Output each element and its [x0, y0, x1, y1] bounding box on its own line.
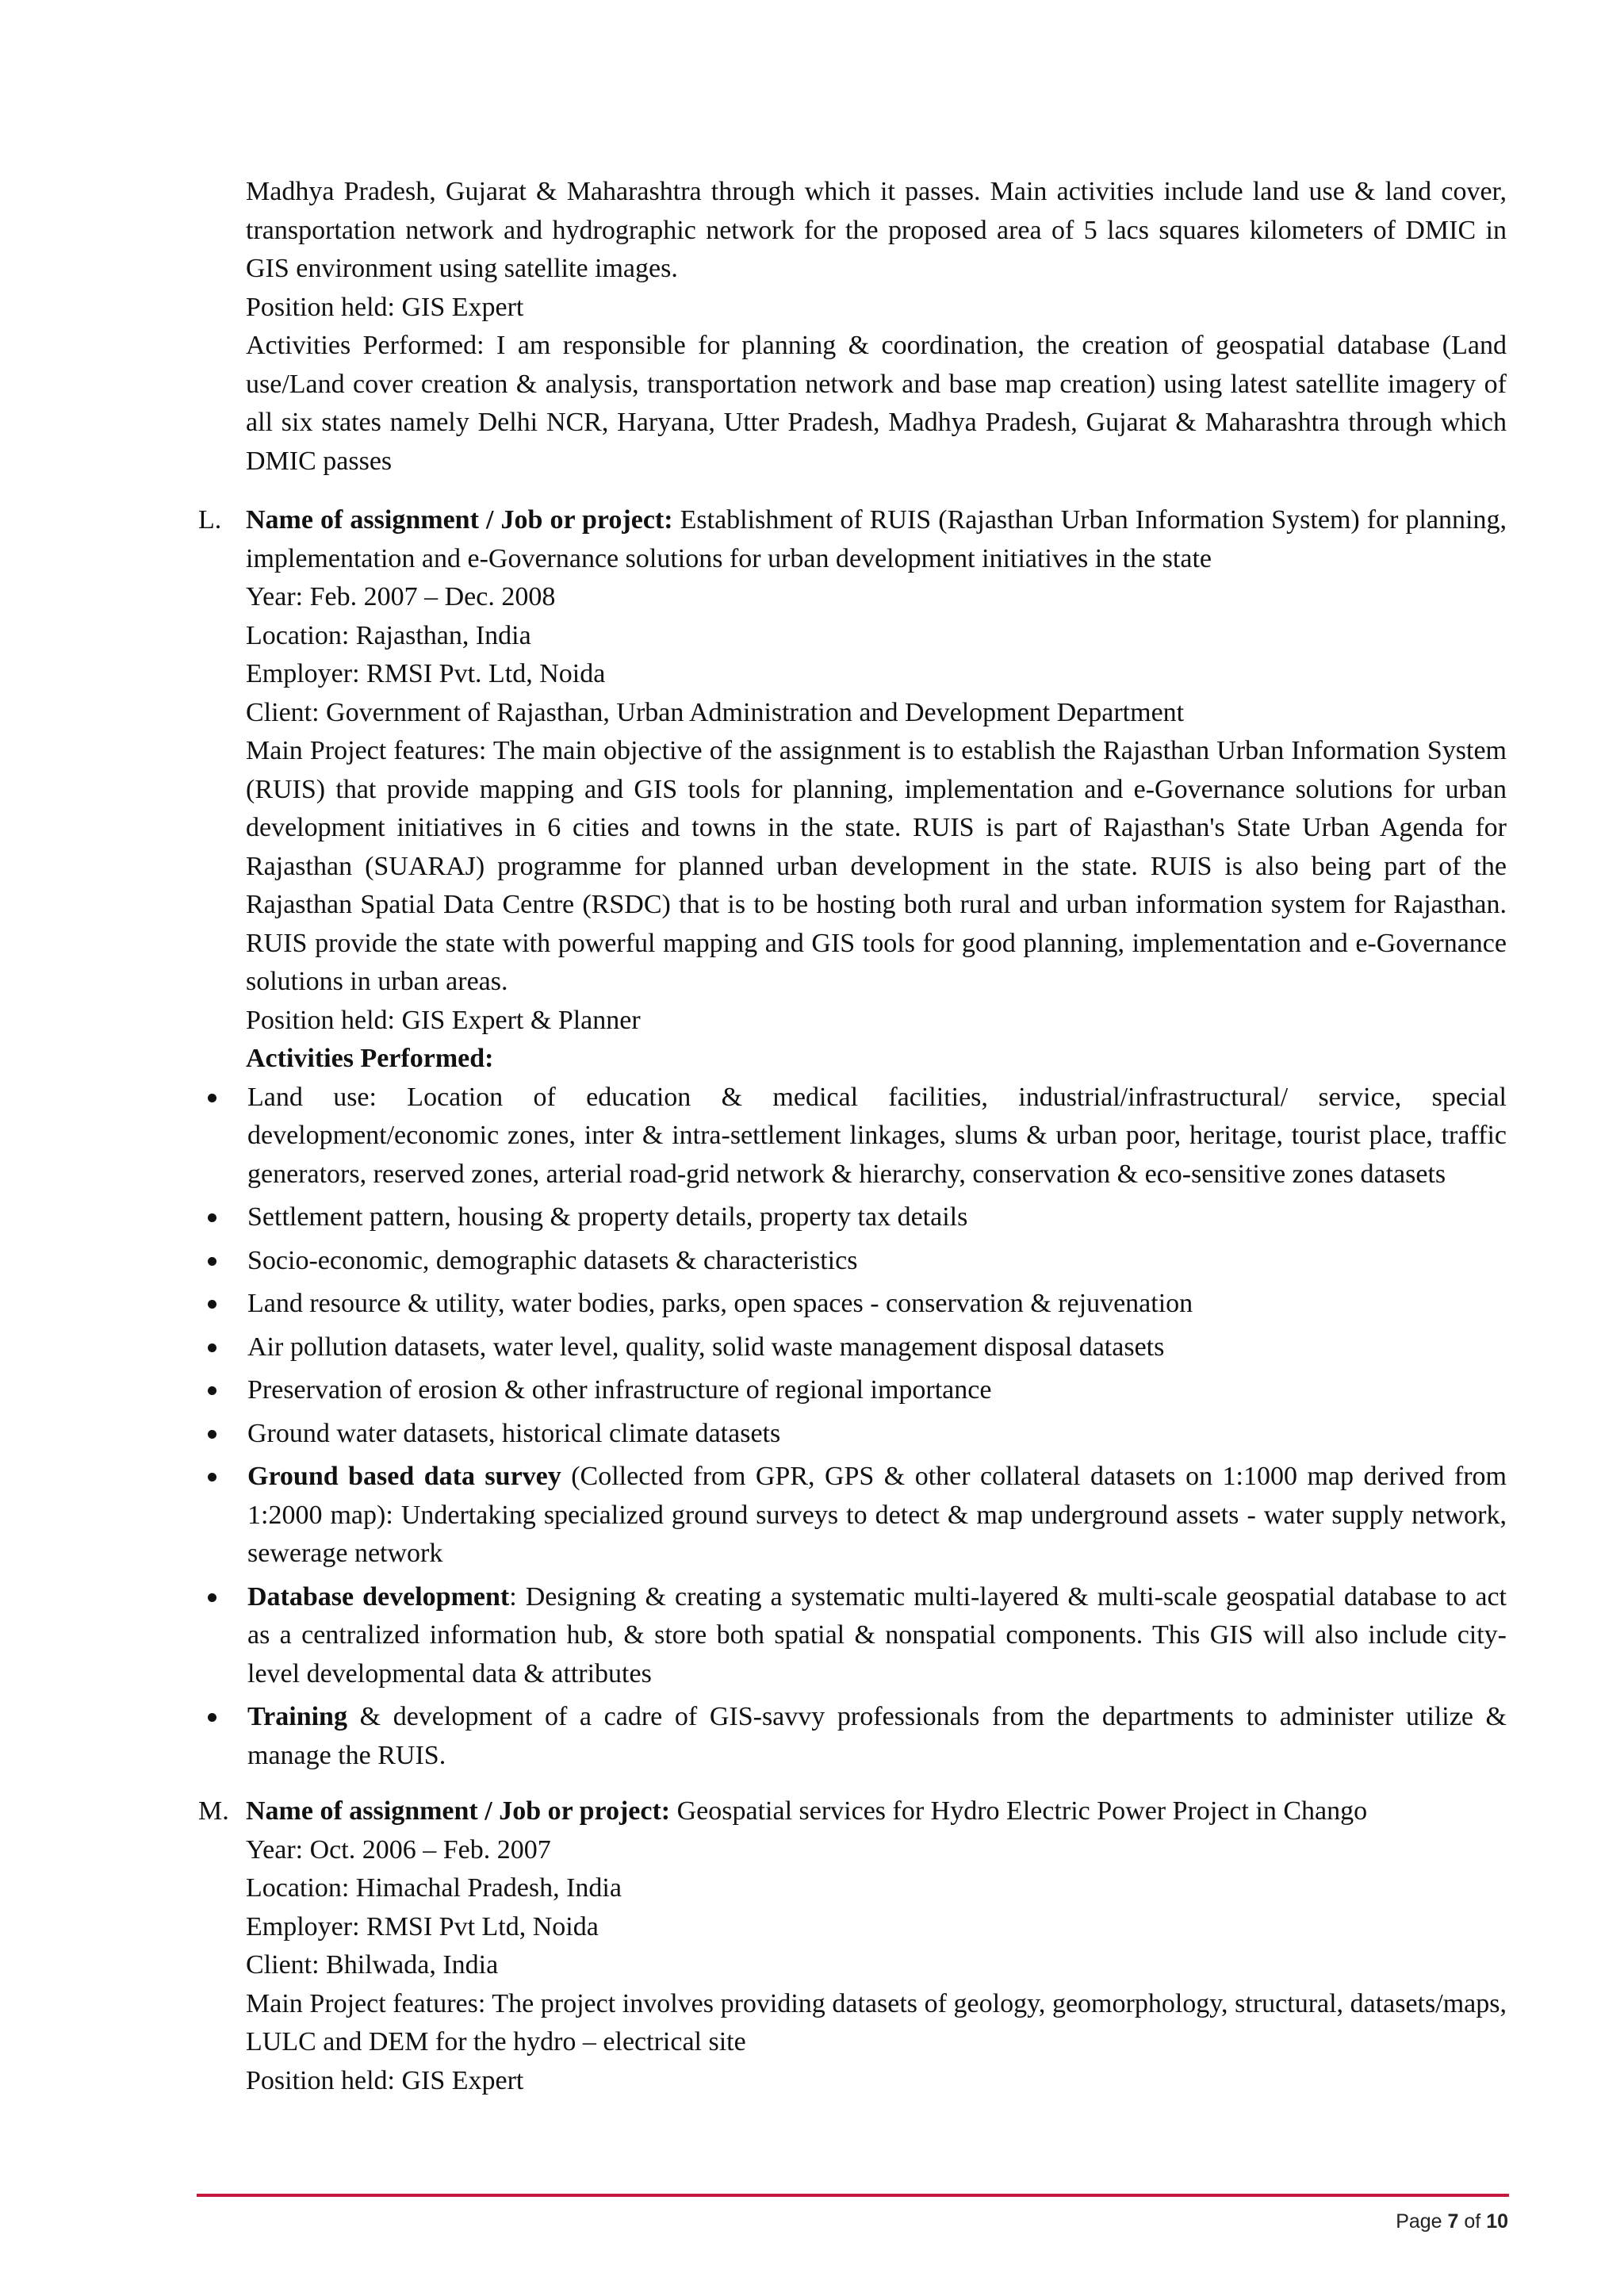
location: Location: Rajasthan, India — [246, 620, 531, 650]
assignment-label: Name of assignment / Job or project: — [246, 505, 673, 535]
list-item: Preservation of erosion & other infrastructure of regional importance — [198, 1371, 1507, 1410]
assignment-value: Geospatial services for Hydro Electric Power Project in Chango — [670, 1796, 1368, 1826]
total-pages: 10 — [1486, 2210, 1508, 2233]
bullet-icon — [208, 1343, 216, 1352]
list-item: Training & development of a cadre of GIS-savvy professionals from the departments to administer utilize & manage the RUIS. — [198, 1698, 1507, 1775]
bullet-icon — [208, 1386, 216, 1395]
list-item: Ground water datasets, historical climate datasets — [198, 1415, 1507, 1454]
current-page: 7 — [1447, 2210, 1459, 2233]
document-body — [198, 173, 1507, 2100]
section-letter: L. — [198, 505, 222, 535]
project-features: Main Project features: The main objective of the assignment is to establish the Rajasthan Urban Information System (RUIS) that provide mapping and GIS tools for planning, implementation and e-Governance solutions for urban development initiatives in 6 cities and towns in the state. RUIS is part of Rajasthan's State Urban Agenda for Rajasthan (SUARAJ) programme for planned urban development in the state. RUIS is also being part of the Rajasthan Spatial Data Centre (RSDC) that is to be hosting both rural and urban information system for Rajasthan. RUIS provide the state with powerful mapping and GIS tools for good planning, implementation and e-Governance solutions in urban areas. — [246, 736, 1507, 996]
footer-rule — [197, 2194, 1509, 2197]
section-letter: M. — [198, 1796, 229, 1826]
intro-activities: Activities Performed: I am responsible for planning & coordination, the creation of geospatial database (Land use/Land cover creation & analysis, transportation network and base map creation) using latest satellite imagery of all six states namely Delhi NCR, Haryana, Utter Pradesh, Madhya Pradesh, Gujarat & Maharashtra through which DMIC passes — [246, 331, 1507, 476]
project-features: Main Project features: The project involves providing datasets of geology, geomorphology, structural, datasets/maps, LULC and DEM for the hydro – electrical site — [246, 1988, 1507, 2056]
list-item: Air pollution datasets, water level, quality, solid waste management disposal datasets — [198, 1328, 1507, 1367]
position-held: Position held: GIS Expert — [246, 2065, 524, 2095]
bullet-icon — [208, 1300, 216, 1309]
bullet-icon — [208, 1257, 216, 1266]
client: Client: Government of Rajasthan, Urban Administration and Development Department — [246, 697, 1185, 727]
list-item: Settlement pattern, housing & property details, property tax details — [198, 1198, 1507, 1237]
list-item: Land resource & utility, water bodies, parks, open spaces - conservation & rejuvenation — [198, 1285, 1507, 1324]
assignment-label: Name of assignment / Job or project: — [246, 1796, 671, 1826]
assignment-name — [246, 1792, 1507, 1831]
intro-position: Position held: GIS Expert — [246, 292, 524, 322]
list-item: Socio-economic, demographic datasets & characteristics — [198, 1242, 1507, 1281]
assignment-value: Establishment of RUIS (Rajasthan Urban Information System) for planning, implementation and e-Governance solutions for urban development initiatives in the state — [246, 505, 1507, 573]
employer: Employer: RMSI Pvt. Ltd, Noida — [246, 659, 606, 688]
section-m — [198, 1792, 1507, 2100]
year: Year: Feb. 2007 – Dec. 2008 — [246, 582, 556, 611]
bullet-icon — [208, 1713, 216, 1722]
list-item: Ground based data survey (Collected from GPR, GPS & other collateral datasets on 1:1000 map derived from 1:2000 map): Undertaking specialized ground surveys to detect & map underground assets - water supply network, sewerage network — [198, 1458, 1507, 1573]
intro-block — [246, 173, 1507, 481]
year: Year: Oct. 2006 – Feb. 2007 — [246, 1834, 551, 1865]
bullet-icon — [208, 1473, 216, 1481]
bullet-icon — [208, 1593, 216, 1602]
intro-text: Madhya Pradesh, Gujarat & Maharashtra through which it passes. Main activities include land use & land cover, transportation network and hydrographic network for the proposed area of 5 lacs squares kilometers of DMIC in GIS environment using satellite images. — [246, 177, 1507, 283]
bullet-icon — [208, 1430, 216, 1439]
bullet-icon — [208, 1213, 216, 1222]
list-item: Database development: Designing & creating a systematic multi-layered & multi-scale geospatial database to act as a centralized information hub, & store both spatial & nonspatial components. This GIS will also include city-level developmental data & attributes — [198, 1578, 1507, 1694]
section-l — [198, 501, 1507, 1775]
employer: Employer: RMSI Pvt Ltd, Noida — [246, 1911, 599, 1941]
list-item: Land use: Location of education & medical facilities, industrial/infrastructural/ service, special development/economic zones, inter & intra-settlement linkages, slums & urban poor, heritage, tourist place, traffic generators, reserved zones, arterial road-grid network & hierarchy, conservation & eco-sensitive zones datasets — [198, 1079, 1507, 1194]
assignment-name — [246, 501, 1507, 578]
client: Client: Bhilwada, India — [246, 1950, 499, 1980]
page-number: Page 7 of 10 — [1396, 2210, 1508, 2233]
activities-list — [198, 1079, 1507, 1776]
activities-heading: Activities Performed: — [246, 1044, 494, 1073]
position-held: Position held: GIS Expert & Planner — [246, 1005, 641, 1035]
bullet-icon — [208, 1094, 216, 1102]
location: Location: Himachal Pradesh, India — [246, 1873, 622, 1903]
